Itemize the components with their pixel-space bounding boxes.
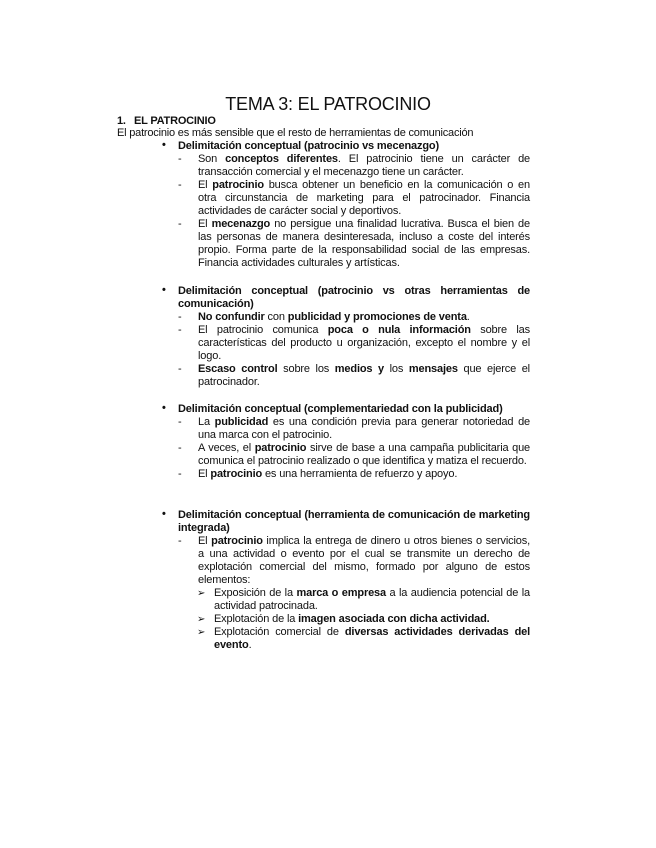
bullet-icon: • [162,508,166,520]
section-number: 1. [117,115,126,127]
dash-icon: - [178,179,182,191]
bullet-icon: • [162,284,166,296]
block-heading [160,140,530,153]
block-heading [160,285,530,311]
block-heading-text: Delimitación conceptual (complementariedad con la publicidad) [178,403,503,415]
sub-list [160,153,530,270]
arrow-list-item: ➢ Explotación de la imagen asociada con dicha actividad. [197,613,490,625]
dash-icon: - [178,218,182,230]
block-heading [160,403,530,416]
sub-list [160,535,530,587]
dash-icon: - [178,363,182,375]
list-item: - El patrocinio comunica poca o nula información sobre las características del producto u organización, excepto el nombre y el logo. [178,324,530,362]
block-heading-text: Delimitación conceptual (patrocinio vs mecenazgo) [178,140,439,152]
arrow-list-item: ➢ Explotación comercial de diversas actividades derivadas del evento. [197,626,531,651]
arrow-bullet-icon: ➢ [197,627,206,638]
arrow-bullet-icon: ➢ [197,614,206,625]
list-item: - El patrocinio busca obtener un beneficio en la comunicación o en otra circunstancia de marketing para el patrocinador. Financia actividades de carácter social y deportivos. [178,179,530,217]
list-item: - A veces, el patrocinio sirve de base a una campaña publicitaria que comunica el patrocinio realizado o que identifica y matiza el recuerdo. [178,442,531,467]
block-heading [160,509,530,535]
list-item: - La publicidad es una condición previa para generar notoriedad de una marca con el patrocinio. [178,416,531,441]
concept-block-publicidad [160,403,530,481]
bullet-icon: • [162,402,166,414]
dash-icon: - [178,416,182,428]
block-heading-text: Delimitación conceptual (patrocinio vs otras herramientas de comunicación) [178,285,530,310]
sub-list [160,311,530,389]
list-item: - No confundir con publicidad y promociones de venta. [178,311,470,323]
concept-block-comunicacion-integrada [160,509,530,652]
list-item: - El mecenazgo no persigue una finalidad lucrativa. Busca el bien de las personas de manera desinteresada, incluso a coste del interés propio. Forma parte de la responsabilidad social de las empresas. Financia actividades culturales y artísticas. [178,218,530,269]
block-heading-text: Delimitación conceptual (herramienta de comunicación de marketing integrada) [178,509,530,534]
arrow-list-item: ➢ Exposición de la marca o empresa a la audiencia potencial de la actividad patrocinada. [197,587,530,612]
list-item: - El patrocinio implica la entrega de dinero u otros bienes o servicios, a una actividad o evento por el cual se transmite un derecho de explotación comercial del mismo, formado por alguno de estos elementos: [178,535,530,586]
dash-icon: - [178,468,182,480]
page-title: TEMA 3: EL PATROCINIO [225,94,431,114]
dash-icon: - [178,311,182,323]
section-heading-text: EL PATROCINIO [134,115,216,127]
concept-block-mecenazgo [160,140,530,270]
list-item: - El patrocinio es una herramienta de refuerzo y apoyo. [178,468,458,480]
sub-list [160,416,530,481]
concept-block-otras-herramientas [160,285,530,389]
list-item: - Son conceptos diferentes. El patrocinio tiene un carácter de transacción comercial y el mecenazgo tiene un carácter. [178,153,531,178]
dash-icon: - [178,153,182,165]
dash-icon: - [178,324,182,336]
intro-paragraph: El patrocinio es más sensible que el resto de herramientas de comunicación [117,127,474,139]
list-item: - Escaso control sobre los medios y los mensajes que ejerce el patrocinador. [178,363,530,388]
arrow-bullet-icon: ➢ [197,588,206,599]
arrow-list [160,587,530,652]
bullet-icon: • [162,139,166,151]
dash-icon: - [178,442,182,454]
dash-icon: - [178,535,182,547]
